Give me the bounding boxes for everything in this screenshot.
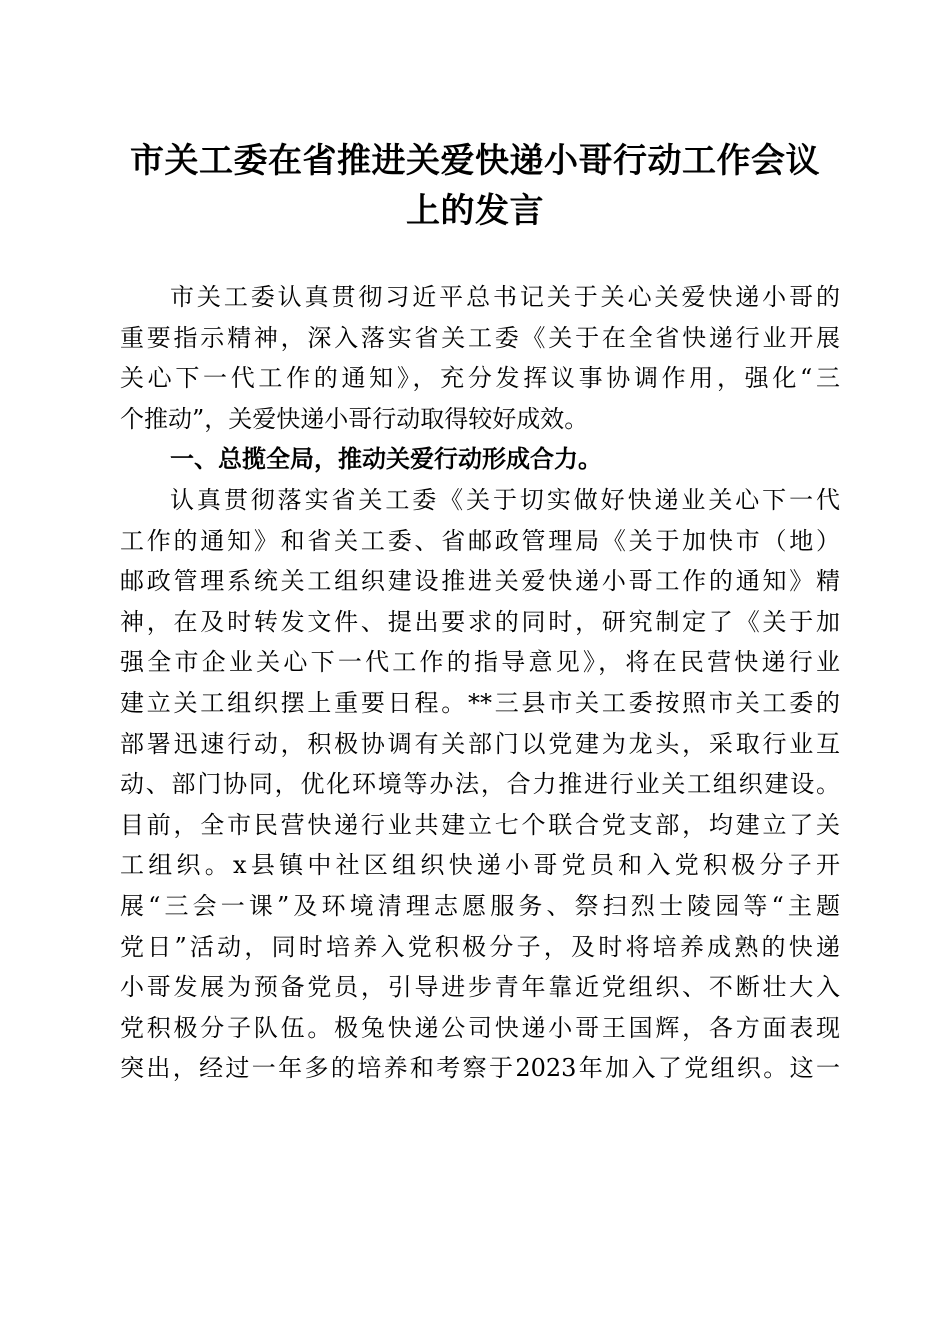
text-line: 强全市企业关心下一代工作的指导意见》，将在民营快递行业: [120, 648, 840, 677]
section-heading: 一、总揽全局，推动关爱行动形成合力。: [170, 445, 602, 474]
paragraph-intro: [120, 277, 840, 439]
text-line: 小哥发展为预备党员，引导进步青年靠近党组织、不断壮大入: [120, 973, 840, 1002]
document-body: [120, 277, 840, 1089]
text-line: 目前，全市民营快递行业共建立七个联合党支部，均建立了关: [120, 810, 840, 839]
text-line: 工组织。x县镇中社区组织快递小哥党员和入党积极分子开: [120, 851, 840, 880]
title-line: 市关工委在省推进关爱快递小哥行动工作会议: [130, 141, 820, 181]
paragraph-section-1: [120, 480, 840, 1089]
text-line: 突出，经过一年多的培养和考察于2023年加入了党组织。这一: [120, 1054, 840, 1083]
text-line: 认真贯彻落实省关工委《关于切实做好快递业关心下一代: [170, 485, 840, 514]
text-line: 个推动”，关爱快递小哥行动取得较好成效。: [120, 404, 589, 433]
text-line: 市关工委认真贯彻习近平总书记关于关心关爱快递小哥的: [170, 283, 840, 311]
title-line: 上的发言: [406, 191, 544, 231]
document-title: [100, 136, 850, 236]
text-line: 关心下一代工作的通知》，充分发挥议事协调作用，强化“三: [120, 364, 840, 393]
text-line: 部署迅速行动，积极协调有关部门以党建为龙头，采取行业互: [120, 729, 840, 758]
text-line: 展“三会一课”及环境清理志愿服务、祭扫烈士陵园等“主题: [120, 891, 840, 920]
text-line: 神，在及时转发文件、提出要求的同时，研究制定了《关于加: [120, 607, 840, 636]
text-line: 党积极分子队伍。极兔快递公司快递小哥王国辉，各方面表现: [120, 1013, 840, 1042]
text-line: 重要指示精神，深入落实省关工委《关于在全省快递行业开展: [120, 323, 840, 352]
text-line: 邮政管理系统关工组织建设推进关爱快递小哥工作的通知》精: [120, 567, 840, 596]
text-line: 工作的通知》和省关工委、省邮政管理局《关于加快市（地）: [120, 526, 840, 555]
text-line: 动、部门协同，优化环境等办法，合力推进行业关工组织建设。: [120, 770, 840, 799]
text-line: 党日”活动，同时培养入党积极分子，及时将培养成熟的快递: [120, 932, 840, 961]
text-line: 建立关工组织摆上重要日程。**三县市关工委按照市关工委的: [120, 688, 840, 717]
